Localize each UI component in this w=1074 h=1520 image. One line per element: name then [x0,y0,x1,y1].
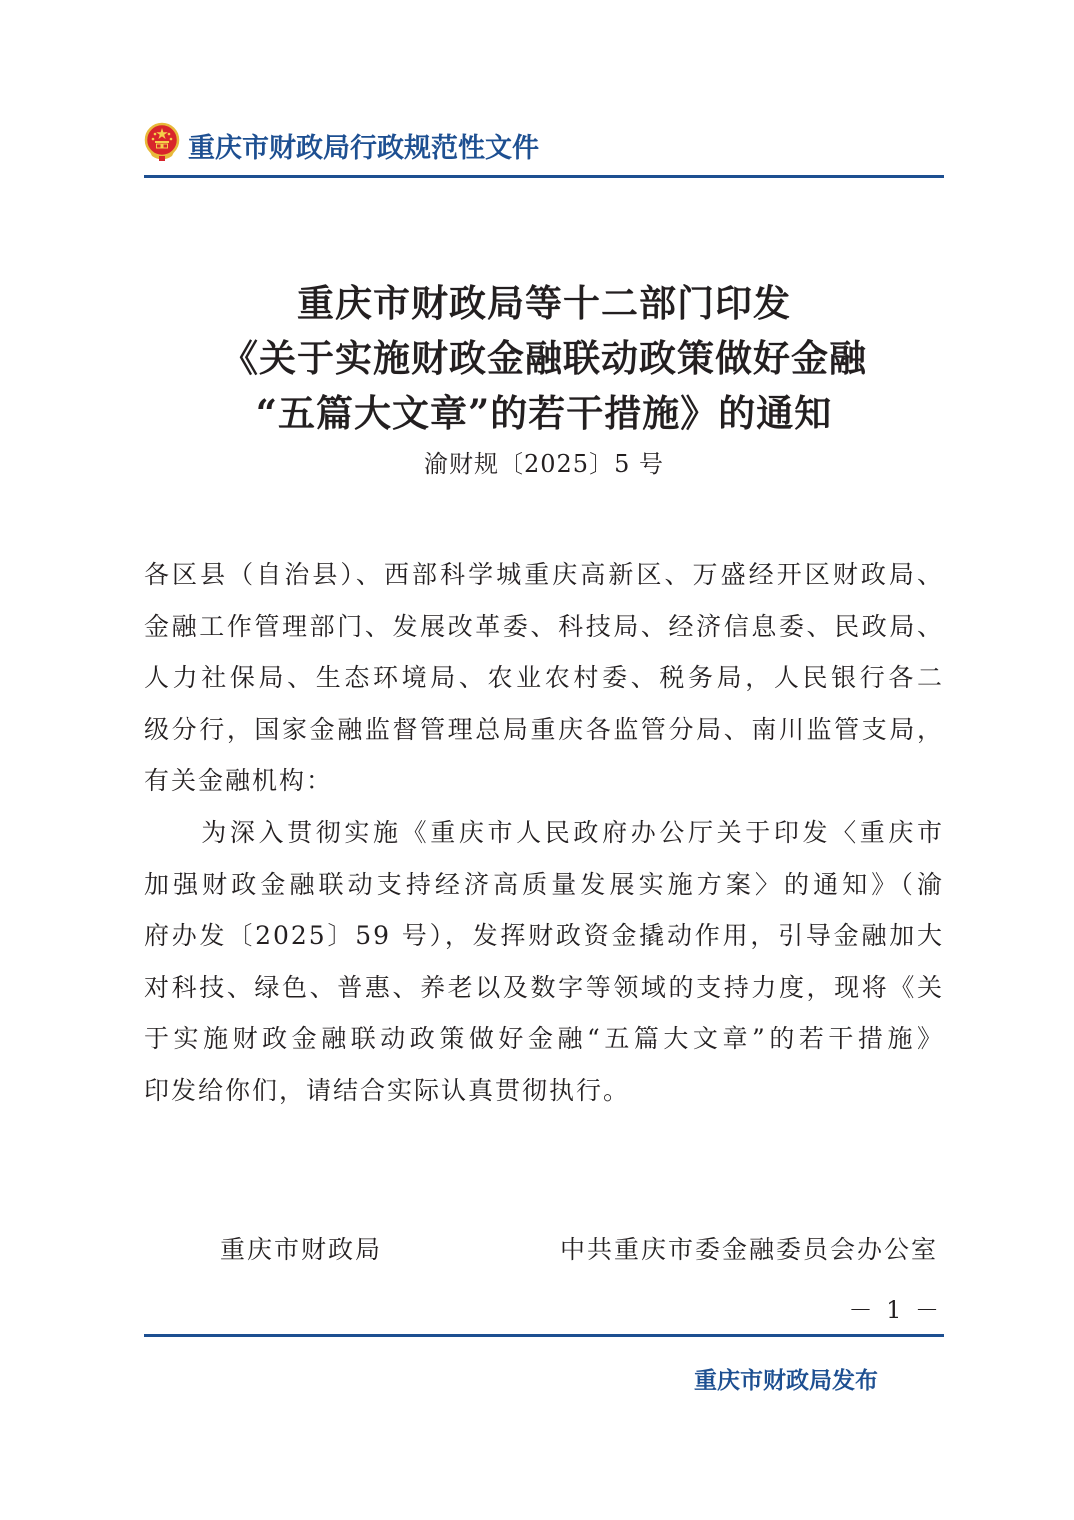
national-emblem-icon [144,122,180,162]
text-line: 金融工作管理部门、发展改革委、科技局、经济信息委、民政局、 [144,611,944,641]
document-number: 渝财规〔2025〕5 号 [424,450,664,478]
text-line: 府办发〔2025〕59 号），发挥财政资金撬动作用，引导金融加大 [144,921,944,951]
text-line: 为深入贯彻实施《重庆市人民政府办公厅关于印发〈重庆市 [144,818,944,847]
footer-divider [144,1334,944,1337]
text-line: 级分行，国家金融监督管理总局重庆各监管分局、南川监管支局， [144,714,944,744]
text-line: 有关金融机构： [144,766,334,796]
signature-right: 中共重庆市委金融委员会办公室 [559,1235,938,1264]
title-line: 《关于实施财政金融联动政策做好金融 [221,336,867,380]
text-line: 人力社保局、生态环境局、农业农村委、税务局，人民银行各二 [144,663,944,693]
header-divider [144,175,944,178]
text-line: 各区县（自治县）、西部科学城重庆高新区、万盛经开区财政局、 [144,560,944,589]
publisher-footer: 重庆市财政局发布 [694,1368,878,1394]
addressee-paragraph [144,549,944,807]
page-number: － 1 － [848,1296,942,1324]
text-line: 加强财政金融联动支持经济高质量发展实施方案〉的通知》（渝 [144,869,944,899]
text-line: 于实施财政金融联动政策做好金融“五篇大文章”的若干措施》 [144,1024,944,1054]
signature-left: 重庆市财政局 [220,1235,383,1264]
title-line: “五篇大文章”的若干措施》的通知 [255,391,833,435]
body-paragraph [144,807,944,1117]
header-title: 重庆市财政局行政规范性文件 [188,133,539,164]
text-line: 印发给你们，请结合实际认真贯彻执行。 [144,1075,631,1105]
document-header [144,118,944,170]
document-title [144,276,944,441]
text-line: 对科技、绿色、普惠、养老以及数字等领域的支持力度，现将《关 [144,972,944,1002]
title-line: 重庆市财政局等十二部门印发 [297,281,791,325]
